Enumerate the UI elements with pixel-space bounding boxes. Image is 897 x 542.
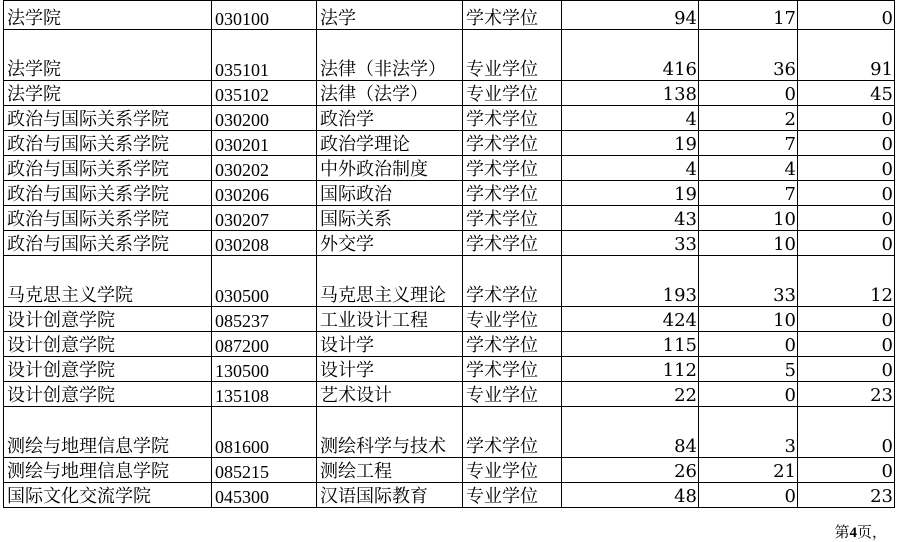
count-a-cell: 424 xyxy=(562,307,699,332)
table-row xyxy=(4,156,895,181)
degree-cell: 学术学位 xyxy=(463,407,562,458)
college-cell: 设计创意学院 xyxy=(4,332,212,357)
code-cell: 085215 xyxy=(212,458,317,483)
count-c-cell: 0 xyxy=(798,407,895,458)
count-c-cell: 0 xyxy=(798,231,895,256)
table-row xyxy=(4,256,895,307)
count-a-cell: 33 xyxy=(562,231,699,256)
major-cell: 测绘科学与技术 xyxy=(317,407,463,458)
count-a-cell: 112 xyxy=(562,357,699,382)
count-c-cell: 91 xyxy=(798,30,895,81)
major-cell: 测绘工程 xyxy=(317,458,463,483)
code-cell: 135108 xyxy=(212,382,317,407)
table-row xyxy=(4,382,895,407)
degree-cell: 专业学位 xyxy=(463,382,562,407)
count-a-cell: 4 xyxy=(562,156,699,181)
count-b-cell: 3 xyxy=(699,407,798,458)
code-cell: 030100 xyxy=(212,1,317,30)
degree-cell: 学术学位 xyxy=(463,106,562,131)
college-cell: 国际文化交流学院 xyxy=(4,483,212,508)
degree-cell: 专业学位 xyxy=(463,458,562,483)
admissions-table xyxy=(3,0,895,508)
table-row xyxy=(4,357,895,382)
count-b-cell: 5 xyxy=(699,357,798,382)
degree-cell: 学术学位 xyxy=(463,357,562,382)
college-cell: 政治与国际关系学院 xyxy=(4,106,212,131)
degree-cell: 学术学位 xyxy=(463,181,562,206)
college-cell: 设计创意学院 xyxy=(4,357,212,382)
degree-cell: 学术学位 xyxy=(463,131,562,156)
count-c-cell: 45 xyxy=(798,81,895,106)
code-cell: 081600 xyxy=(212,407,317,458)
degree-cell: 学术学位 xyxy=(463,256,562,307)
count-b-cell: 17 xyxy=(699,1,798,30)
count-b-cell: 33 xyxy=(699,256,798,307)
count-a-cell: 43 xyxy=(562,206,699,231)
code-cell: 045300 xyxy=(212,483,317,508)
degree-cell: 学术学位 xyxy=(463,156,562,181)
college-cell: 政治与国际关系学院 xyxy=(4,181,212,206)
degree-cell: 学术学位 xyxy=(463,231,562,256)
college-cell: 政治与国际关系学院 xyxy=(4,206,212,231)
count-c-cell: 0 xyxy=(798,156,895,181)
major-cell: 汉语国际教育 xyxy=(317,483,463,508)
count-a-cell: 416 xyxy=(562,30,699,81)
degree-cell: 学术学位 xyxy=(463,332,562,357)
table-body xyxy=(4,1,895,508)
college-cell: 设计创意学院 xyxy=(4,307,212,332)
major-cell: 法学 xyxy=(317,1,463,30)
major-cell: 艺术设计 xyxy=(317,382,463,407)
code-cell: 030208 xyxy=(212,231,317,256)
code-cell: 030207 xyxy=(212,206,317,231)
code-cell: 030206 xyxy=(212,181,317,206)
page-suffix: 页， xyxy=(856,525,887,541)
count-b-cell: 0 xyxy=(699,483,798,508)
table-row xyxy=(4,307,895,332)
code-cell: 035102 xyxy=(212,81,317,106)
code-cell: 030202 xyxy=(212,156,317,181)
code-cell: 035101 xyxy=(212,30,317,81)
count-c-cell: 0 xyxy=(798,131,895,156)
college-cell: 测绘与地理信息学院 xyxy=(4,407,212,458)
degree-cell: 专业学位 xyxy=(463,307,562,332)
count-a-cell: 193 xyxy=(562,256,699,307)
degree-cell: 学术学位 xyxy=(463,1,562,30)
page-prefix: 第 xyxy=(834,525,850,541)
major-cell: 政治学 xyxy=(317,106,463,131)
count-a-cell: 48 xyxy=(562,483,699,508)
code-cell: 030201 xyxy=(212,131,317,156)
count-c-cell: 0 xyxy=(798,458,895,483)
major-cell: 工业设计工程 xyxy=(317,307,463,332)
major-cell: 中外政治制度 xyxy=(317,156,463,181)
college-cell: 测绘与地理信息学院 xyxy=(4,458,212,483)
table-row xyxy=(4,181,895,206)
college-cell: 设计创意学院 xyxy=(4,382,212,407)
table-row xyxy=(4,131,895,156)
count-c-cell: 12 xyxy=(798,256,895,307)
code-cell: 030500 xyxy=(212,256,317,307)
count-a-cell: 22 xyxy=(562,382,699,407)
count-b-cell: 0 xyxy=(699,332,798,357)
count-b-cell: 2 xyxy=(699,106,798,131)
college-cell: 法学院 xyxy=(4,30,212,81)
major-cell: 法律（法学） xyxy=(317,81,463,106)
count-c-cell: 0 xyxy=(798,332,895,357)
table-row xyxy=(4,81,895,106)
degree-cell: 专业学位 xyxy=(463,81,562,106)
count-a-cell: 19 xyxy=(562,181,699,206)
count-b-cell: 36 xyxy=(699,30,798,81)
major-cell: 外交学 xyxy=(317,231,463,256)
count-a-cell: 4 xyxy=(562,106,699,131)
count-b-cell: 21 xyxy=(699,458,798,483)
college-cell: 政治与国际关系学院 xyxy=(4,156,212,181)
degree-cell: 专业学位 xyxy=(463,483,562,508)
table-row xyxy=(4,231,895,256)
count-b-cell: 0 xyxy=(699,81,798,106)
table-row xyxy=(4,1,895,30)
table-row xyxy=(4,458,895,483)
table-row xyxy=(4,483,895,508)
count-b-cell: 7 xyxy=(699,181,798,206)
count-c-cell: 0 xyxy=(798,106,895,131)
count-a-cell: 19 xyxy=(562,131,699,156)
major-cell: 国际关系 xyxy=(317,206,463,231)
table-row xyxy=(4,106,895,131)
count-c-cell: 0 xyxy=(798,1,895,30)
major-cell: 政治学理论 xyxy=(317,131,463,156)
count-a-cell: 26 xyxy=(562,458,699,483)
major-cell: 设计学 xyxy=(317,357,463,382)
college-cell: 法学院 xyxy=(4,81,212,106)
college-cell: 马克思主义学院 xyxy=(4,256,212,307)
college-cell: 政治与国际关系学院 xyxy=(4,231,212,256)
degree-cell: 专业学位 xyxy=(463,30,562,81)
count-b-cell: 7 xyxy=(699,131,798,156)
count-c-cell: 0 xyxy=(798,181,895,206)
count-c-cell: 23 xyxy=(798,483,895,508)
major-cell: 设计学 xyxy=(317,332,463,357)
degree-cell: 学术学位 xyxy=(463,206,562,231)
count-c-cell: 0 xyxy=(798,357,895,382)
count-b-cell: 10 xyxy=(699,206,798,231)
count-b-cell: 0 xyxy=(699,382,798,407)
count-a-cell: 115 xyxy=(562,332,699,357)
count-a-cell: 94 xyxy=(562,1,699,30)
code-cell: 087200 xyxy=(212,332,317,357)
table-row xyxy=(4,206,895,231)
count-c-cell: 0 xyxy=(798,206,895,231)
major-cell: 国际政治 xyxy=(317,181,463,206)
major-cell: 马克思主义理论 xyxy=(317,256,463,307)
count-c-cell: 0 xyxy=(798,307,895,332)
code-cell: 030200 xyxy=(212,106,317,131)
college-cell: 政治与国际关系学院 xyxy=(4,131,212,156)
count-b-cell: 4 xyxy=(699,156,798,181)
table-row xyxy=(4,30,895,81)
count-a-cell: 138 xyxy=(562,81,699,106)
table-row xyxy=(4,407,895,458)
code-cell: 085237 xyxy=(212,307,317,332)
major-cell: 法律（非法学） xyxy=(317,30,463,81)
code-cell: 130500 xyxy=(212,357,317,382)
table-row xyxy=(4,332,895,357)
college-cell: 法学院 xyxy=(4,1,212,30)
count-a-cell: 84 xyxy=(562,407,699,458)
count-c-cell: 23 xyxy=(798,382,895,407)
count-b-cell: 10 xyxy=(699,307,798,332)
page-number: 4 xyxy=(849,525,857,541)
count-b-cell: 10 xyxy=(699,231,798,256)
page-footer xyxy=(834,521,887,542)
